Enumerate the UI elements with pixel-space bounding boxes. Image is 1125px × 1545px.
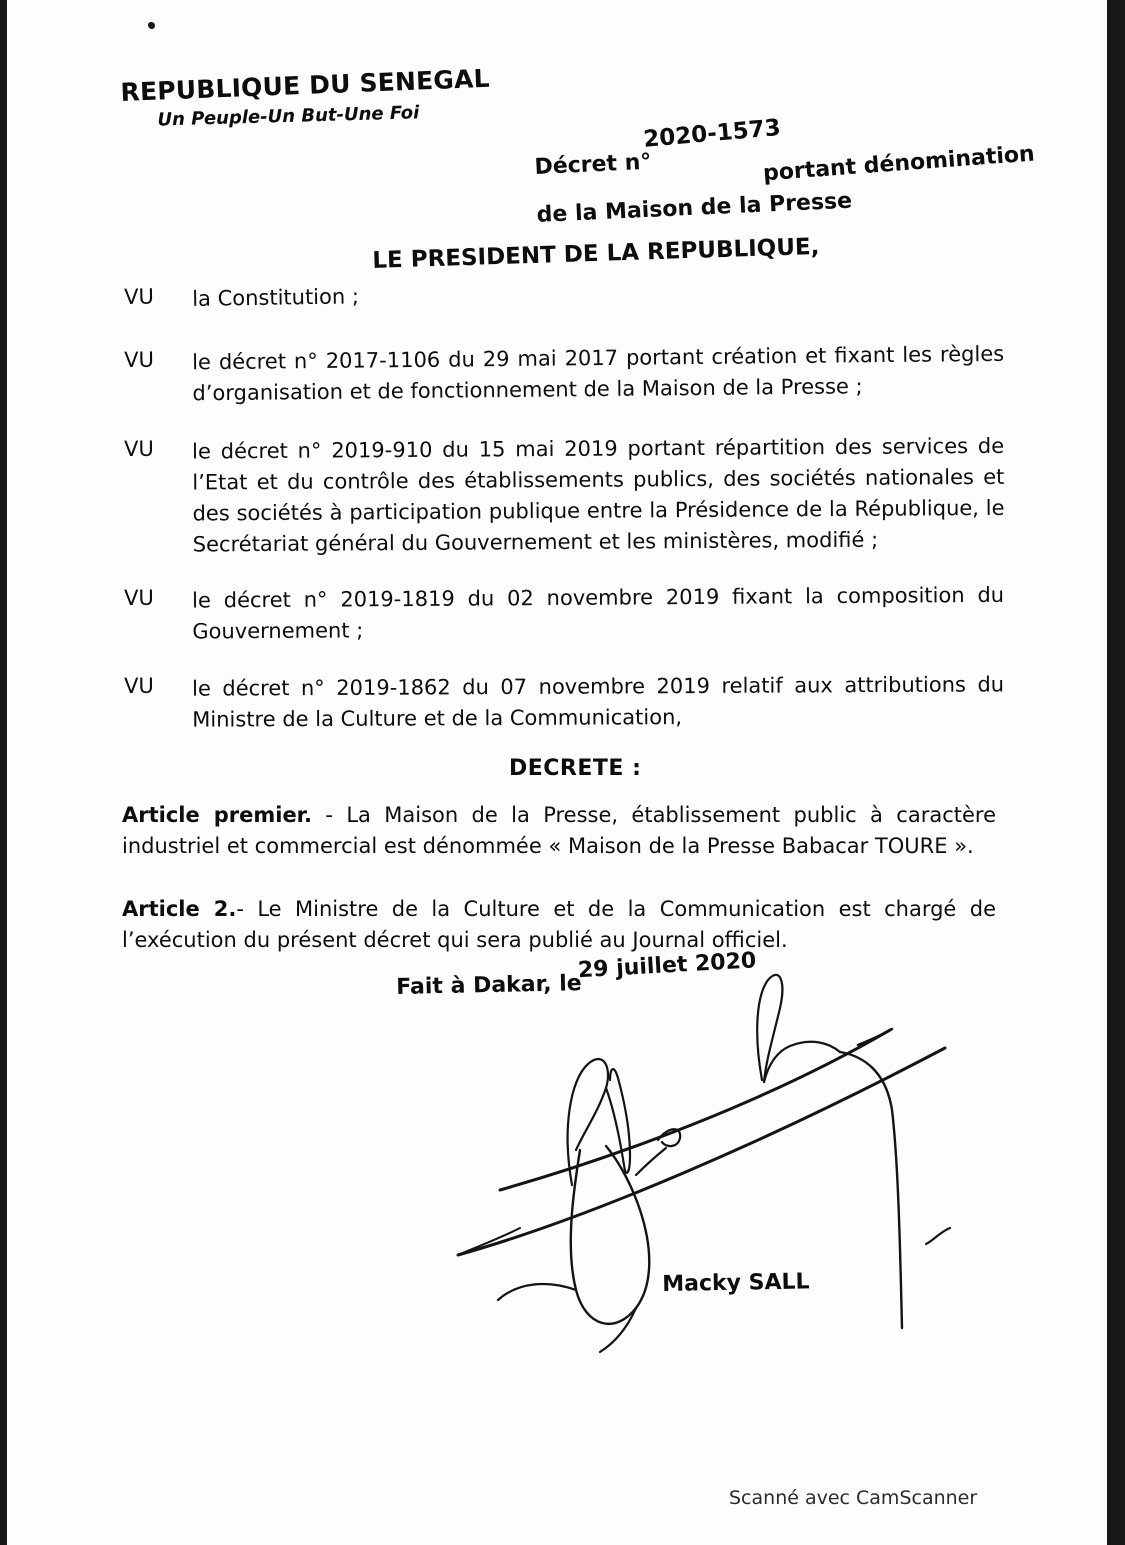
- consideration-row: [124, 580, 1004, 648]
- article-heading: Article 2.: [122, 897, 237, 921]
- article-body: - La Maison de la Presse, établissement public à caractère industriel et commercial est dénommée « Maison de la Presse Babacar TOURE ».: [122, 803, 996, 858]
- signature-date: 29 juillet 2020: [577, 948, 757, 984]
- consideration-row: [124, 669, 1004, 736]
- scan-edge-left: [0, 0, 7, 1545]
- consideration-label: VU: [124, 436, 154, 461]
- republic-title: REPUBLIQUE DU SENEGAL: [120, 63, 491, 107]
- signature-place-prefix: Fait à Dakar, le: [396, 971, 582, 1000]
- article-body: - Le Ministre de la Culture et de la Communication est chargé de l’exécution du présent décret qui sera publié au Journal officiel.: [122, 897, 997, 952]
- enacting-clause: DECRETE :: [509, 756, 642, 781]
- consideration-label: VU: [124, 284, 155, 309]
- consideration-text: le décret n° 2019-910 du 15 mai 2019 portant répartition des services de l’Etat et du contrôle des établissements publics, des sociétés nationales et des sociétés à participation publique entre la Présidence de la République, le Secrétariat général du Gouvernement et les ministères, modifié ;: [192, 433, 1005, 557]
- decree-object-part-2: de la Maison de la Presse: [536, 188, 853, 228]
- decree-prefix-label: Décret n°: [534, 149, 652, 180]
- consideration-text: le décret n° 2017-1106 du 29 mai 2017 portant création et fixant les règles d’organisation et de fonctionnement de la Maison de la Presse ;: [192, 341, 1005, 406]
- republic-motto: Un Peuple-Un But-Une Foi: [157, 102, 420, 131]
- camscanner-watermark: Scanné avec CamScanner: [729, 1487, 978, 1509]
- article-heading: Article premier.: [122, 803, 313, 827]
- consideration-text: le décret n° 2019-1862 du 07 novembre 2019 relatif aux attributions du Ministre de la Culture et de la Communication,: [192, 672, 1005, 732]
- consideration-text: le décret n° 2019-1819 du 02 novembre 2019 fixant la composition du Gouvernement ;: [192, 582, 1005, 644]
- consideration-row: [124, 431, 1005, 561]
- ink-speck: [148, 22, 155, 29]
- consideration-label: VU: [124, 347, 154, 372]
- signatory-name: Macky SALL: [662, 1269, 810, 1297]
- article-block: [122, 894, 996, 956]
- decree-object-part-1: portant dénomination: [762, 141, 1036, 187]
- signature-place-line: [396, 948, 757, 1000]
- consideration-label: VU: [124, 673, 154, 698]
- article-block: [122, 800, 996, 862]
- decree-number: 2020-1573: [642, 114, 782, 153]
- consideration-row: [124, 339, 1005, 410]
- consideration-text: la Constitution ;: [192, 284, 360, 311]
- scan-edge-right: [1107, 0, 1125, 1545]
- consideration-label: VU: [124, 585, 154, 610]
- authority-line: LE PRESIDENT DE LA REPUBLIQUE,: [372, 233, 820, 274]
